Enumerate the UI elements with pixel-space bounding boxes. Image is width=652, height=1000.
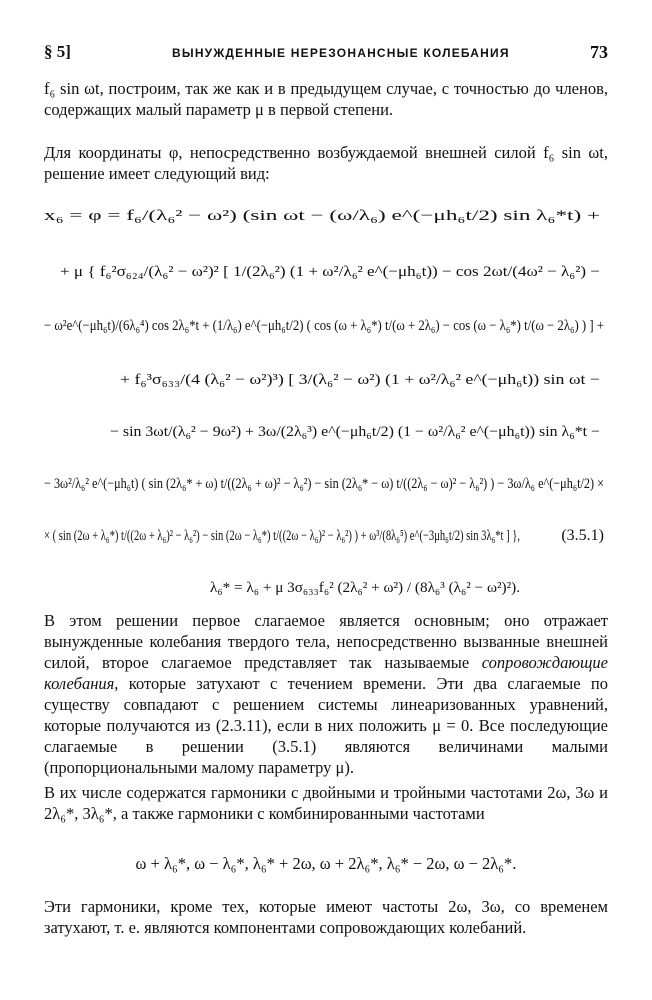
equation-line-2: + μ { f₆²σ₆₂₄/(λ₆² − ω²)² [ 1/(2λ₆²) (1 + ω²/λ₆² e^(−μh₆t)) − cos 2ωt/(4ω² − λ₆²) − xyxy=(60,264,600,280)
body-paragraph-3: Эти гармоники, кроме тех, которые имеют частоты 2ω, 3ω, со временем затухают, т. е. являются компонентами сопровождающих колебаний. xyxy=(44,897,608,937)
body-paragraph-2: В их числе содержатся гармоники с двойными и тройными частотами 2ω, 3ω и 2λ₆*, 3λ₆*, а также гармоники с комбинированными частотами xyxy=(44,783,608,823)
equation-3-5-1 xyxy=(40,188,612,608)
body-paragraph-1-text-b: , которые затухают с течением времени. Эти два слагаемые по существу совпадают с решением системы линеаризованных уравнений, которые получаются из (2.3.11), если в них положить μ = 0. Все последующие слагаемые в решении (3.5.1) являются величинами малыми (пропорциональными малому параметру μ). xyxy=(44,674,608,777)
equation-line-7: × ( sin (2ω + λ₆*) t/((2ω + λ₆)² − λ₆²) − sin (2ω − λ₆*) t/((2ω − λ₆)² − λ₆²) ) + ω³/(8λ₆⁵) e^(−3μh₆t/2) sin 3λ₆*t ] }, xyxy=(44,528,520,544)
intro-paragraph-1: f₆ sin ωt, построим, так же как и в предыдущем случае, с точностью до членов, содержащих малый параметр μ в первой степени. xyxy=(44,79,608,119)
equation-line-1: x₆ = φ = f₆/(λ₆² − ω²) (sin ωt − (ω/λ₆) e^(−μh₆t/2) sin λ₆*t) + xyxy=(44,208,600,224)
intro-paragraph-2: Для координаты φ, непосредственно возбуждаемой внешней силой f₆ sin ωt, решение имеет следующий вид: xyxy=(44,143,608,183)
body-paragraph-1 xyxy=(44,610,608,778)
running-header xyxy=(44,42,608,66)
equation-line-4: + f₆³σ₆₃₃/(4 (λ₆² − ω²)³) [ 3/(λ₆² − ω²) (1 + ω²/λ₆² e^(−μh₆t)) sin ωt − xyxy=(120,372,600,388)
body-paragraph-1-text-a: В этом решении первое слагаемое является основным; оно отражает вынужденные колебания твердого тела, непосредственно вызванные внешней силой, второе слагаемое представляет так называемые xyxy=(44,611,608,672)
section-marker: § 5] xyxy=(44,42,71,61)
equation-line-5: − sin 3ωt/(λ₆² − 9ω²) + 3ω/(2λ₆³) e^(−μh₆t/2) (1 − ω²/λ₆² e^(−μh₆t)) sin λ₆*t − xyxy=(110,424,600,440)
equation-line-6: − 3ω²/λ₆² e^(−μh₆t) ( sin (2λ₆* + ω) t/((2λ₆ + ω)² − λ₆²) − sin (2λ₆* − ω) t/((2λ₆ − ω)² − λ₆²) ) − 3ω/λ₆ e^(−μh₆t/2) × xyxy=(44,476,604,492)
frequency-list: ω + λ₆*, ω − λ₆*, λ₆* + 2ω, ω + 2λ₆*, λ₆* − 2ω, ω − 2λ₆*. xyxy=(135,854,517,873)
lambda-star-definition: λ₆* = λ₆ + μ 3σ₆₃₃f₆² (2λ₆² + ω²) / (8λ₆³ (λ₆² − ω²)²). xyxy=(210,580,520,596)
page-number: 73 xyxy=(590,42,608,62)
running-title: ВЫНУЖДЕННЫЕ НЕРЕЗОНАНСНЫЕ КОЛЕБАНИЯ xyxy=(172,46,510,60)
equation-line-3: − ω²e^(−μh₆t)/(6λ₆⁴) cos 2λ₆*t + (1/λ₆) e^(−μh₆t/2) ( cos (ω + λ₆*) t/(ω + 2λ₆) − cos (ω − λ₆*) t/(ω − 2λ₆) ) ] + xyxy=(44,318,604,334)
italic-term: сопровождающие колебания xyxy=(44,653,608,693)
equation-label: (3.5.1) xyxy=(561,527,604,544)
